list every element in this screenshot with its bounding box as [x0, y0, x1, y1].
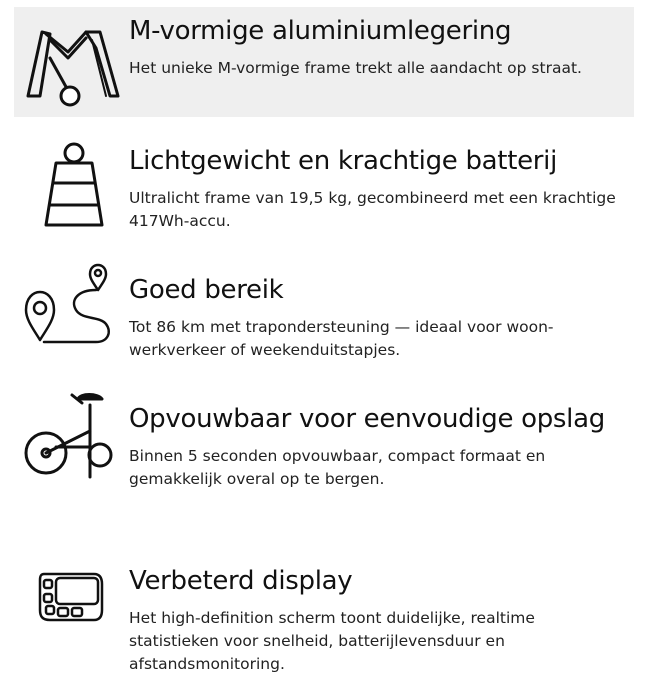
feature-text	[129, 399, 624, 491]
feature-description: Tot 86 km met trapondersteuning — ideaal voor woon-werkverkeer of weekenduitstapjes.	[129, 318, 554, 359]
feature-title: Lichtgewicht en krachtige batterij	[129, 146, 558, 176]
m-frame-icon	[20, 12, 120, 112]
weight-icon	[20, 133, 120, 233]
feature-item-display	[14, 537, 634, 677]
feature-description: Ultralicht frame van 19,5 kg, gecombineerd met een krachtige 417Wh-accu.	[129, 189, 616, 230]
feature-text	[129, 11, 624, 80]
feature-title: Verbeterd display	[129, 566, 353, 596]
feature-description: Het high-definition scherm toont duidelijke, realtime statistieken voor snelheid, batterijlevensduur en afstandsmonitoring.	[129, 609, 535, 673]
feature-description: Het unieke M-vormige frame trekt alle aandacht op straat.	[129, 59, 582, 77]
feature-text	[129, 270, 624, 362]
feature-description: Binnen 5 seconden opvouwbaar, compact formaat en gemakkelijk overal op te bergen.	[129, 447, 546, 488]
feature-item-folding	[14, 375, 634, 537]
feature-text	[129, 561, 624, 676]
feature-item-range	[14, 246, 634, 375]
feature-text	[129, 141, 624, 233]
feature-title: Opvouwbaar voor eenvoudige opslag	[129, 404, 605, 434]
feature-list	[14, 7, 634, 677]
route-pin-icon	[20, 260, 120, 360]
feature-title: Goed bereik	[129, 275, 284, 305]
feature-title: M-vormige aluminiumlegering	[129, 16, 512, 46]
folding-bike-icon	[20, 387, 120, 487]
display-icon	[20, 544, 120, 644]
feature-item-m-frame	[14, 7, 634, 117]
feature-item-battery	[14, 117, 634, 246]
